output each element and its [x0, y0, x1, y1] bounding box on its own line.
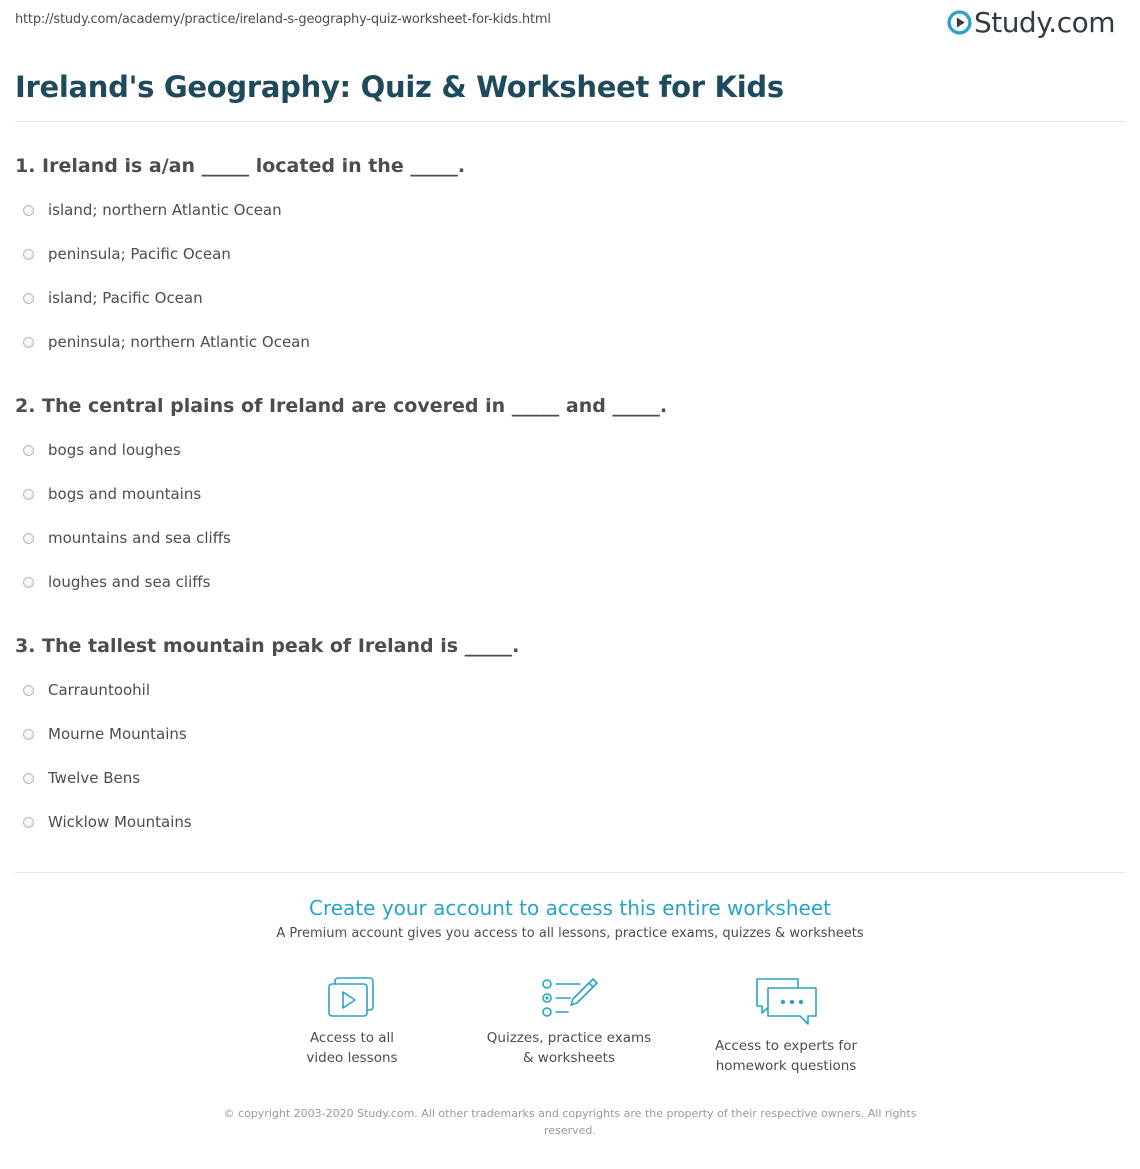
feature-quizzes — [469, 976, 669, 1068]
answer-label: loughes and sea cliffs — [48, 573, 211, 591]
answer-label: peninsula; Pacific Ocean — [48, 245, 231, 263]
feature-label-line: homework questions — [715, 1058, 857, 1074]
answer-label: Mourne Mountains — [48, 725, 187, 743]
copyright-line: © copyright 2003-2020 Study.com. All other trademarks and copyrights are the property of their respective owners. All rights — [223, 1107, 917, 1120]
title-divider — [15, 121, 1125, 122]
radio-button[interactable] — [23, 293, 34, 304]
radio-button[interactable] — [23, 205, 34, 216]
radio-button[interactable] — [23, 445, 34, 456]
quiz-checklist-icon — [540, 976, 598, 1020]
radio-button[interactable] — [23, 533, 34, 544]
answer-option[interactable] — [23, 485, 201, 503]
radio-button[interactable] — [23, 249, 34, 260]
feature-label-line: & worksheets — [522, 1050, 615, 1066]
answer-option[interactable] — [23, 201, 282, 219]
answer-label: island; northern Atlantic Ocean — [48, 201, 282, 219]
copyright-notice — [215, 1105, 925, 1139]
question-3: 3. The tallest mountain peak of Ireland is _____. — [15, 635, 520, 657]
answer-option[interactable] — [23, 769, 140, 787]
feature-label-line: Access to experts for — [714, 1038, 857, 1054]
radio-button[interactable] — [23, 489, 34, 500]
answer-label: peninsula; northern Atlantic Ocean — [48, 333, 310, 351]
answer-option[interactable] — [23, 289, 203, 307]
answer-option[interactable] — [23, 813, 192, 831]
chat-bubbles-icon — [754, 976, 818, 1028]
question-2: 2. The central plains of Ireland are covered in _____ and _____. — [15, 395, 668, 417]
answer-option[interactable] — [23, 333, 310, 351]
copyright-line: reserved. — [544, 1124, 596, 1137]
radio-button[interactable] — [23, 577, 34, 588]
play-circle-icon — [947, 10, 972, 35]
page-url: http://study.com/academy/practice/ireland-s-geography-quiz-worksheet-for-kids.html — [15, 12, 551, 27]
answer-label: island; Pacific Ocean — [48, 289, 203, 307]
radio-button[interactable] — [23, 773, 34, 784]
answer-option[interactable] — [23, 529, 231, 547]
answer-option[interactable] — [23, 725, 187, 743]
answer-option[interactable] — [23, 441, 181, 459]
feature-experts — [686, 976, 886, 1076]
logo-text: Study.com — [973, 6, 1115, 39]
answer-label: Wicklow Mountains — [48, 813, 192, 831]
question-1: 1. Ireland is a/an _____ located in the _____. — [15, 155, 466, 177]
feature-label-line: video lessons — [306, 1050, 398, 1066]
answer-option[interactable] — [23, 573, 210, 591]
answer-label: bogs and loughes — [48, 441, 181, 459]
feature-label-line: Access to all — [309, 1030, 395, 1046]
answer-label: Carrauntoohil — [48, 681, 151, 699]
page-title: Ireland's Geography: Quiz & Worksheet for Kids — [15, 70, 784, 104]
study-logo[interactable] — [947, 6, 1115, 39]
answer-label: bogs and mountains — [48, 485, 202, 503]
radio-button[interactable] — [23, 337, 34, 348]
section-divider — [15, 872, 1125, 873]
answer-label: Twelve Bens — [48, 769, 141, 787]
create-account-link[interactable]: Create your account to access this entire worksheet — [309, 896, 831, 920]
feature-label-line: Quizzes, practice exams — [486, 1030, 652, 1046]
feature-video-lessons — [252, 976, 452, 1068]
answer-option[interactable] — [23, 245, 231, 263]
video-lessons-icon — [326, 976, 378, 1020]
answer-option[interactable] — [23, 681, 150, 699]
premium-description: A Premium account gives you access to all lessons, practice exams, quizzes & worksheets — [276, 926, 864, 941]
radio-button[interactable] — [23, 729, 34, 740]
radio-button[interactable] — [23, 685, 34, 696]
radio-button[interactable] — [23, 817, 34, 828]
answer-label: mountains and sea cliffs — [48, 529, 231, 547]
